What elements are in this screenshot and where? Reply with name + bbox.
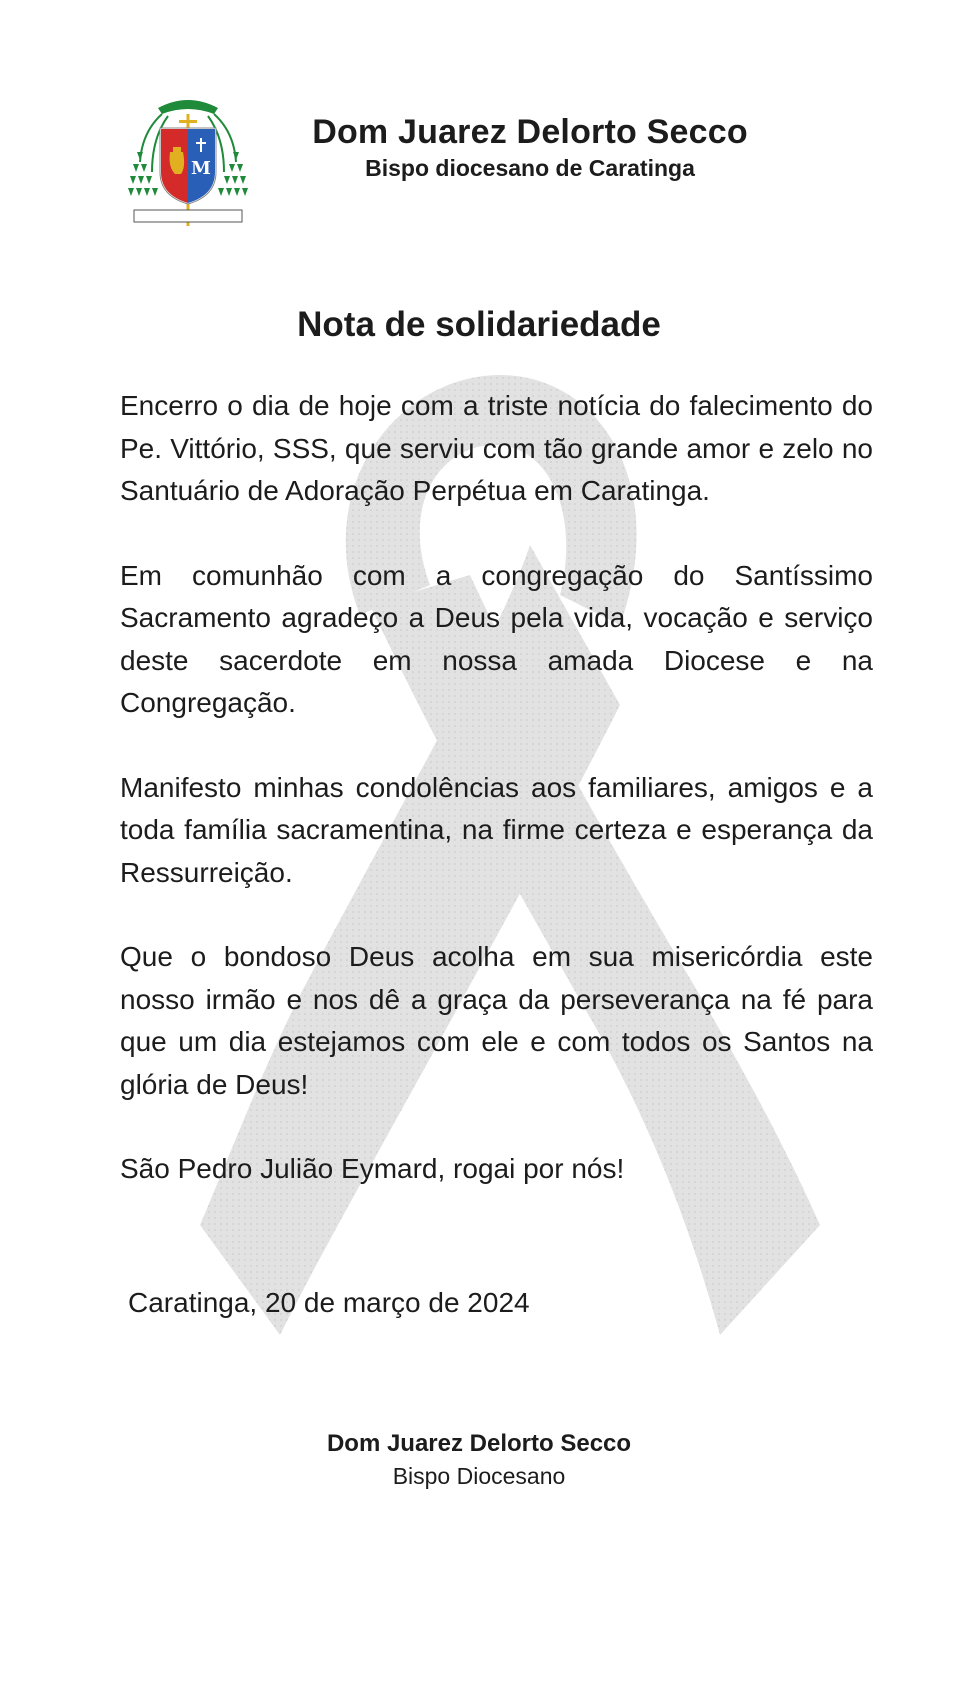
paragraph: Manifesto minhas condolências aos familiares, amigos e a toda família sacramentina, na firme certeza e esperança da Ressurreição.: [120, 771, 873, 888]
signature-block: [0, 1428, 958, 1492]
paragraph: Em comunhão com a congregação do Santíssimo Sacramento agradeço a Deus pela vida, vocação e serviço deste sacerdote em nossa amada Diocese e na Congregação.: [120, 559, 873, 718]
date-line: Caratinga, 20 de março de 2024: [128, 1287, 530, 1318]
note-title: Nota de solidariedade: [297, 305, 661, 344]
signature-name: Dom Juarez Delorto Secco: [326, 1430, 632, 1457]
paragraph: Encerro o dia de hoje com a triste notícia do falecimento do Pe. Vittório, SSS, que serviu com tão grande amor e zelo no Santuário de Adoração Perpétua em Caratinga.: [120, 390, 873, 506]
signature-role: Bispo Diocesano: [392, 1463, 566, 1489]
bishop-title: Bispo diocesano de Caratinga: [365, 155, 695, 181]
paragraph: Que o bondoso Deus acolha em sua misericórdia este nosso irmão e nos dê a graça da perseverança na fé para que um dia estejamos com ele e com todos os Santos na glória de Deus!: [120, 941, 873, 1100]
coat-of-arms: [128, 92, 248, 232]
note-body: [120, 385, 873, 1233]
closing-prayer: São Pedro Julião Eymard, rogai por nós!: [120, 1153, 625, 1184]
episcopal-crest-icon: [128, 92, 248, 232]
bishop-name: Dom Juarez Delorto Secco: [312, 113, 748, 151]
letterhead: [260, 112, 800, 184]
svg-text:M: M: [191, 158, 211, 179]
